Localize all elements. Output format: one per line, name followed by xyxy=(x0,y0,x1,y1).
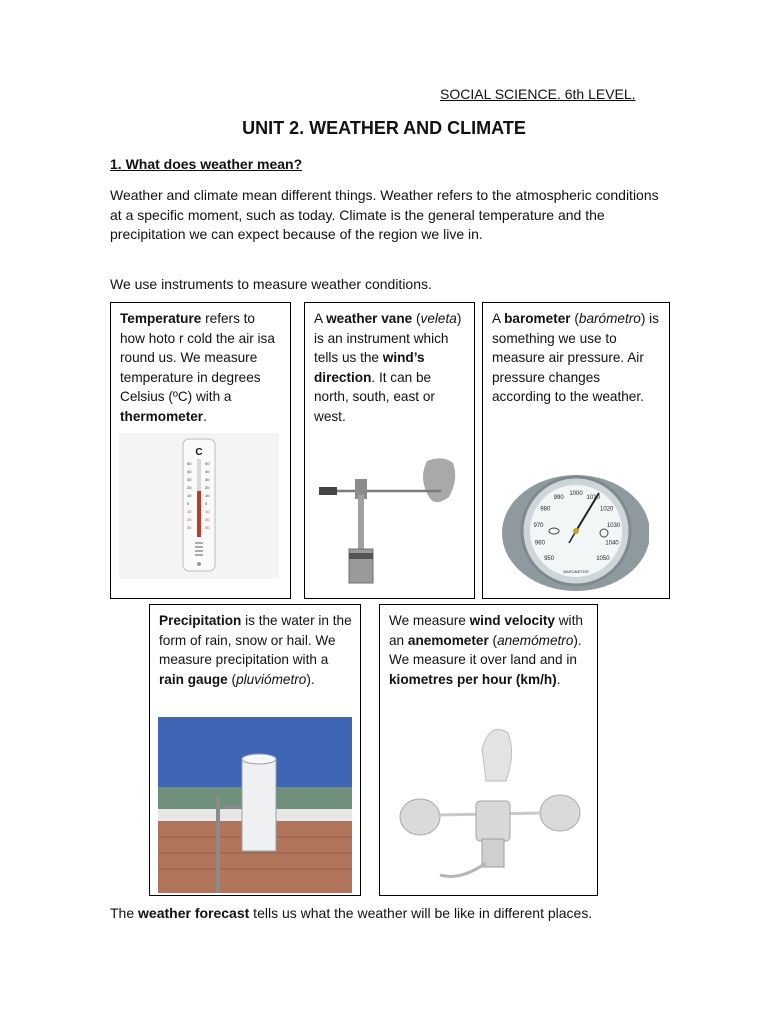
svg-text:50: 50 xyxy=(187,461,192,466)
barometer-dial-label: 960 xyxy=(534,540,545,547)
svg-text:10: 10 xyxy=(205,509,210,514)
rain-gauge-image xyxy=(158,717,352,893)
temperature-term: Temperature xyxy=(120,311,202,326)
weather-vane-term: weather vane xyxy=(326,311,413,326)
svg-text:30: 30 xyxy=(205,477,210,482)
section-heading: 1. What does weather mean? xyxy=(110,156,303,172)
svg-text:20: 20 xyxy=(187,485,192,490)
svg-text:10: 10 xyxy=(205,493,210,498)
barometer-box xyxy=(482,302,670,599)
rain-gauge-term: rain gauge xyxy=(159,671,228,687)
svg-text:30: 30 xyxy=(205,525,210,530)
svg-text:10: 10 xyxy=(187,493,192,498)
precipitation-term: Precipitation xyxy=(159,613,242,628)
svg-text:50: 50 xyxy=(205,461,210,466)
thermometer-term: thermometer xyxy=(120,408,204,424)
wind-velocity-term: wind velocity xyxy=(469,613,555,628)
weather-vane-text: A weather vane (veleta) is an instrument which tells us the wind’s direction. It can be north, south, east or west. xyxy=(314,311,462,424)
wind-direction-term: wind’s direction xyxy=(314,350,425,385)
forecast-sentence: The weather forecast tells us what the weather will be like in different places. xyxy=(110,905,593,921)
wind-velocity-text: We measure wind velocity with an anemometer (anemómetro). We measure it over land and in kiometres per hour (km/h). xyxy=(389,613,583,687)
anemometer-term: anemometer xyxy=(407,632,489,648)
thermometer-image xyxy=(119,433,279,579)
svg-text:40: 40 xyxy=(205,469,210,474)
svg-text:0: 0 xyxy=(187,501,190,506)
svg-text:30: 30 xyxy=(187,525,192,530)
barometer-dial-label: 980 xyxy=(540,506,551,513)
weather-vane-image xyxy=(315,453,465,591)
svg-text:0: 0 xyxy=(205,501,208,506)
barometer-dial-label: 1050 xyxy=(596,555,610,562)
barometer-brand: BAROMETER xyxy=(563,569,589,574)
barometer-dial-label: 1040 xyxy=(605,540,619,547)
precipitation-box xyxy=(149,604,361,896)
svg-text:10: 10 xyxy=(187,509,192,514)
barometer-text: A barometer (barómetro) is something we use to measure air pressure. Air pressure changes according to the weather. xyxy=(492,311,659,404)
intro-paragraph: Weather and climate mean different things. Weather refers to the atmospheric conditions at a specific moment, such as today. Climate is the general temperature and the precipitation we can expect because of the region we live in. xyxy=(110,187,659,242)
barometer-dial-label: 970 xyxy=(533,523,544,530)
subject-header: SOCIAL SCIENCE. 6th LEVEL. xyxy=(440,86,636,102)
weather-forecast-term: weather forecast xyxy=(138,905,250,921)
weather-vane-box xyxy=(304,302,475,599)
kmh-term: kiometres per hour (km/h) xyxy=(389,671,557,687)
barometer-dial-label: 1020 xyxy=(600,506,614,513)
svg-text:20: 20 xyxy=(187,517,192,522)
barometer-term: barometer xyxy=(504,311,571,326)
precipitation-text: Precipitation is the water in the form of rain, snow or hail. We measure precipitation with a rain gauge (pluviómetro). xyxy=(159,613,352,687)
unit-title: UNIT 2. WEATHER AND CLIMATE xyxy=(242,118,526,138)
temperature-box xyxy=(110,302,291,599)
wind-velocity-box xyxy=(379,604,598,896)
svg-text:20: 20 xyxy=(205,517,210,522)
barometer-dial-label: 950 xyxy=(544,555,555,562)
svg-text:40: 40 xyxy=(187,469,192,474)
barometer-dial-label: 990 xyxy=(553,495,564,502)
barometer-dial-label: 1000 xyxy=(569,491,583,497)
barometer-dial-label: 1030 xyxy=(606,523,621,530)
anemometer-image xyxy=(390,723,586,887)
barometer-image xyxy=(499,469,649,593)
svg-text:30: 30 xyxy=(187,477,192,482)
svg-text:20: 20 xyxy=(205,485,210,490)
temperature-text: Temperature refers to how hoto r cold the air isa round us. We measure temperature in degrees Celsius (ºC) with a thermometer. xyxy=(120,311,275,424)
barometer-dial-label: 1010 xyxy=(586,495,600,502)
instruments-intro: We use instruments to measure weather conditions. xyxy=(110,276,432,292)
svg-text:C: C xyxy=(195,447,203,458)
